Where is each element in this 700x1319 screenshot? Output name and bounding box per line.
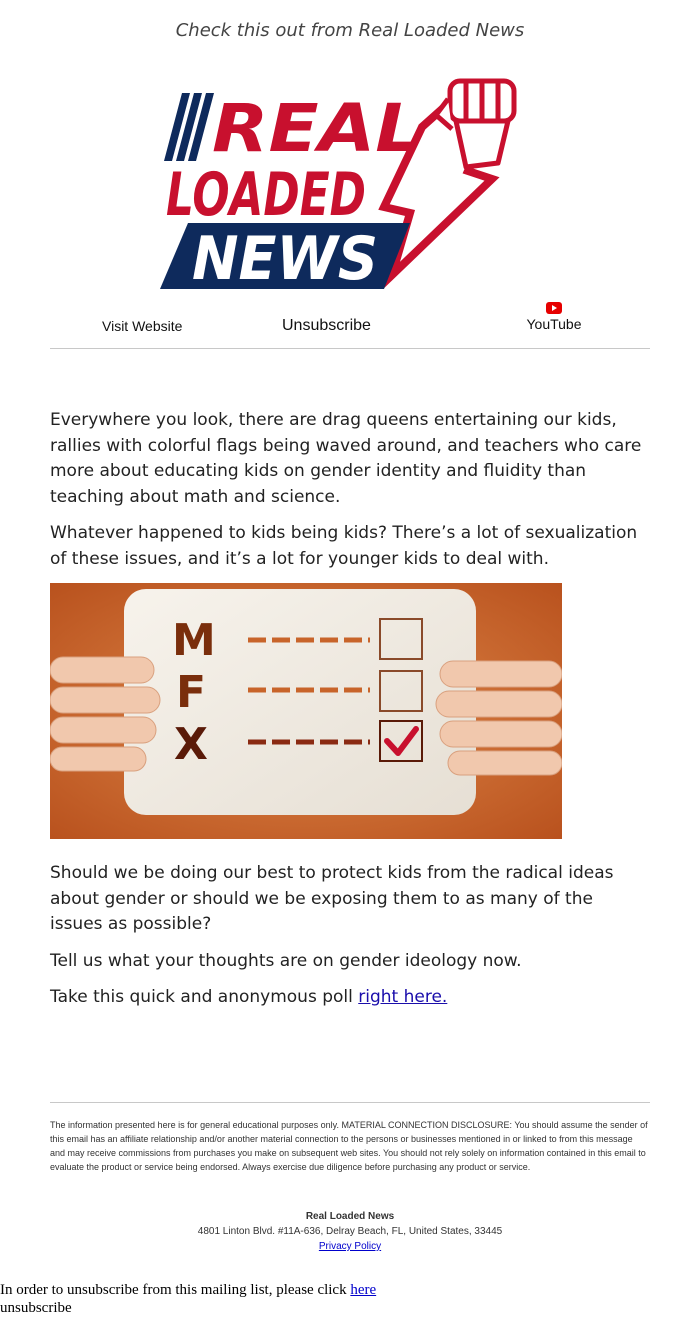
checklist-letter-x: X (174, 719, 208, 770)
preheader-text: Check this out from Real Loaded News (175, 20, 525, 41)
article-paragraph: Should we be doing our best to protect kids from the radical ideas about gender or should we be exposing them to as many of the issues as possible? (50, 863, 614, 934)
article-paragraph: Everywhere you look, there are drag queens entertaining our kids, rallies with colorful flags being waved around, and teachers who care more about educating kids on gender identity and fluidity than teaching about math and science. (50, 410, 642, 507)
poll-paragraph (50, 985, 650, 1011)
unsubscribe-notice-text: In order to unsubscribe from this mailing list, please click (0, 1282, 351, 1298)
article-paragraph: Tell us what your thoughts are on gender ideology now. (50, 950, 522, 971)
real-loaded-news-logo[interactable] (160, 75, 530, 290)
poll-text: Take this quick and anonymous poll (50, 987, 359, 1007)
unsubscribe-link[interactable]: Unsubscribe (282, 317, 371, 334)
header-nav (50, 298, 650, 349)
checklist-letter-f: F (176, 667, 207, 718)
footer-address: 4801 Linton Blvd. #11A-636, Delray Beach, FL, United States, 33445 (197, 1226, 503, 1237)
visit-website-link[interactable]: Visit Website (102, 318, 183, 334)
footer-divider (50, 1102, 650, 1103)
youtube-icon (546, 302, 562, 314)
gender-checklist-image (50, 583, 562, 839)
logo-news-text: NEWS (192, 224, 378, 290)
raised-fist-icon (436, 81, 514, 167)
logo-loaded-text: LOADED (166, 160, 366, 230)
unsubscribe-notice (0, 1281, 376, 1317)
article-paragraph: Whatever happened to kids being kids? There’s a lot of sexualization of these issues, and it’s a lot for younger kids to deal with. (50, 523, 638, 569)
footer-company-name: Real Loaded News (305, 1211, 395, 1222)
unsubscribe-notice-word: unsubscribe (0, 1300, 72, 1316)
checklist-letter-m: M (172, 615, 216, 666)
article-body (50, 408, 650, 1022)
disclaimer-text: The information presented here is for general educational purposes only. MATERIAL CONNECTION DISCLOSURE: You should assume the sender of this email has an affiliate relationship and/or another material connection to the persons or businesses mentioned in or linked to from this message and may receive commissions from purchases you make on subsequent web sites. You should not rely solely on information contained in this email to evaluate the product or service being endorsed. Always exercise due diligence before purchasing any product or service. (50, 1120, 648, 1172)
logo-real-text: REAL (212, 90, 422, 167)
unsubscribe-here-link[interactable]: here (350, 1282, 377, 1298)
poll-link[interactable]: right here. (358, 987, 448, 1007)
youtube-label: YouTube (526, 316, 582, 332)
youtube-link[interactable] (520, 302, 588, 332)
privacy-policy-link[interactable]: Privacy Policy (318, 1241, 382, 1252)
footer (0, 1209, 700, 1254)
